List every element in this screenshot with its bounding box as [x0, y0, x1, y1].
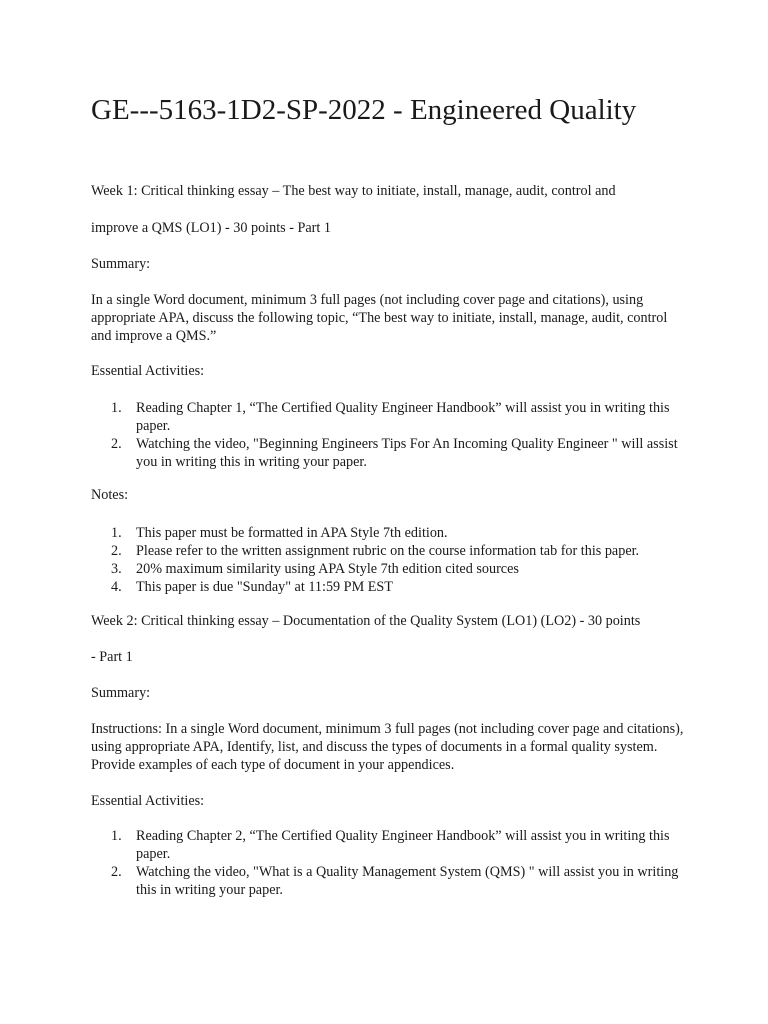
- list-number: 4.: [111, 579, 122, 595]
- list-item: [111, 399, 686, 435]
- list-text: This paper must be formatted in APA Style 7th edition.: [136, 525, 448, 541]
- week1-summary-text: In a single Word document, minimum 3 full pages (not including cover page and citations), using appropriate APA, discuss the following topic, “The best way to initiate, install, manage, audit, control and improve a QMS.”: [91, 292, 668, 344]
- list-number: 1.: [111, 525, 122, 541]
- list-text: Please refer to the written assignment rubric on the course information tab for this paper.: [136, 543, 640, 559]
- list-item: [111, 863, 686, 899]
- list-number: 3.: [111, 561, 122, 577]
- week1-activities-label: Essential Activities:: [91, 363, 205, 379]
- list-item: [111, 560, 686, 578]
- list-text: Reading Chapter 1, “The Certified Quality Engineer Handbook” will assist you in writing this paper.: [136, 400, 670, 434]
- list-item: [111, 578, 686, 596]
- page-title: GE---5163-1D2-SP-2022 - Engineered Quality: [91, 94, 637, 126]
- list-text: Reading Chapter 2, “The Certified Quality Engineer Handbook” will assist you in writing this paper.: [136, 828, 670, 862]
- week2-summary-text: Instructions: In a single Word document, minimum 3 full pages (not including cover page and citations), using appropriate APA, Identify, list, and discuss the types of documents in a formal quality system. Provide examples of each type of document in your appendices.: [91, 721, 684, 773]
- list-number: 1.: [111, 400, 122, 416]
- week1-notes-label: Notes:: [91, 487, 129, 503]
- list-text: Watching the video, "What is a Quality Management System (QMS) " will assist you in writing this in writing your paper.: [136, 864, 679, 898]
- week2-heading-line2: - Part 1: [91, 649, 133, 665]
- week1-activities-list: [111, 399, 686, 471]
- week1-notes-list: [111, 524, 686, 596]
- week1-summary-label: Summary:: [91, 256, 151, 272]
- list-item: [111, 435, 686, 471]
- week2-summary-label: Summary:: [91, 685, 151, 701]
- list-number: 2.: [111, 864, 122, 880]
- list-item: [111, 542, 686, 560]
- week2-activities-list: [111, 827, 686, 899]
- list-number: 2.: [111, 436, 122, 452]
- list-number: 2.: [111, 543, 122, 559]
- week1-heading-line2: improve a QMS (LO1) - 30 points - Part 1: [91, 220, 331, 236]
- list-item: [111, 827, 686, 863]
- list-text: Watching the video, "Beginning Engineers Tips For An Incoming Quality Engineer " will assist you in writing this in writing your paper.: [136, 436, 678, 470]
- list-text: 20% maximum similarity using APA Style 7th edition cited sources: [136, 561, 519, 577]
- week2-activities-label: Essential Activities:: [91, 793, 205, 809]
- week2-heading-line1: Week 2: Critical thinking essay – Documentation of the Quality System (LO1) (LO2) - 30 points: [91, 613, 641, 629]
- week1-heading-line1: Week 1: Critical thinking essay – The best way to initiate, install, manage, audit, control and: [91, 183, 616, 199]
- list-text: This paper is due "Sunday" at 11:59 PM EST: [136, 579, 393, 595]
- list-item: [111, 524, 686, 542]
- list-number: 1.: [111, 828, 122, 844]
